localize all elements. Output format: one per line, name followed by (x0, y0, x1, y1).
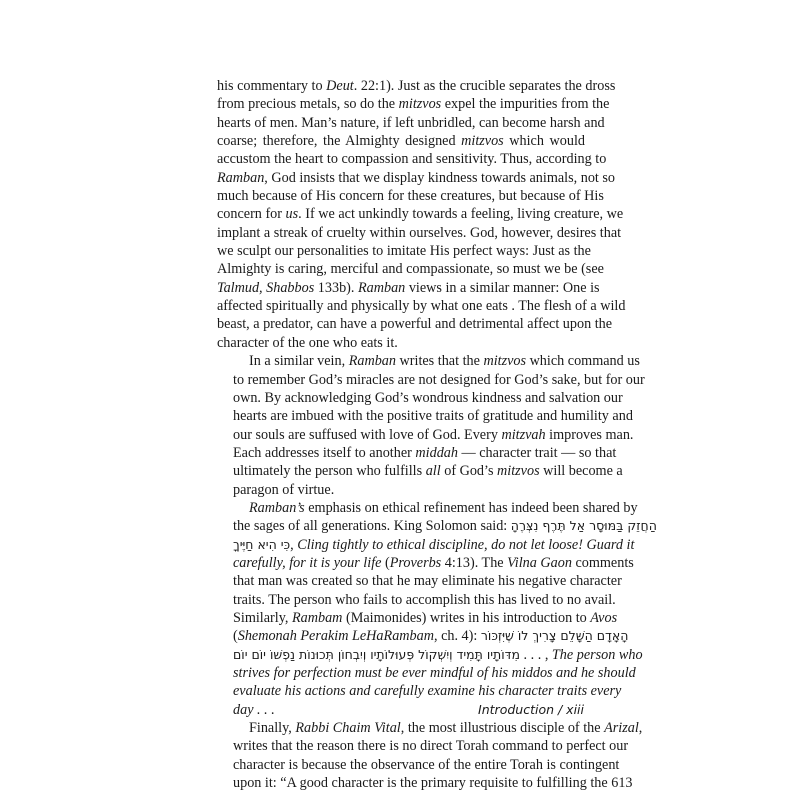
italic-term: Avos (590, 609, 618, 626)
text-run: , the most illustrious disciple of the (400, 720, 605, 737)
text-run: writes that the reason there is no direct Torah command to perfect our (233, 738, 629, 755)
text-run: our souls are suffused with love of God. Every (233, 426, 502, 443)
text-run: to remember God’s miracles are not designed for God’s sake, but for our (233, 371, 645, 388)
italic-term: Ramban (217, 169, 265, 186)
text-run: — character trait — so that (457, 444, 617, 461)
italic-term: Shemonah Perakim LeHaRambam (237, 628, 434, 645)
italic-term: Proverbs (389, 554, 442, 571)
text-line (217, 554, 634, 572)
text-run: Almighty is caring, merciful and compassionate, so must we be (see (217, 261, 604, 278)
text-line (217, 536, 635, 554)
text-run: implant a streak of cruelty within ourselves. God, however, desires that (217, 224, 622, 241)
text-run: . If we act unkindly towards a feeling, living creature, we (298, 206, 624, 223)
hebrew-quote: הָאָדָם הַשָּׁלֵם צָרִיךְ לוֹ שֶׁיִּזְכּוֹר (480, 628, 629, 644)
text-line (217, 591, 616, 609)
text-line (217, 114, 605, 132)
text-run: , ch. 4): (433, 628, 481, 645)
text-run: expel the impurities from the (441, 96, 610, 113)
text-run: character is because the observance of the entire Torah is contingent (233, 756, 620, 773)
text-run: views in a similar manner: One is (405, 279, 600, 296)
text-line (217, 517, 657, 535)
text-line (217, 371, 645, 389)
text-run: own. By acknowledging God’s wondrous kindness and salvation our (233, 389, 623, 406)
text-line (217, 609, 618, 627)
text-run: that man was created so that he may eliminate his negative character (233, 573, 622, 590)
text-run: , (638, 720, 643, 737)
text-run: , (290, 536, 298, 553)
hebrew-quote: כִּי הִיא חַיֶּיךָ (233, 536, 291, 552)
text-run: hearts of men. Man’s nature, if left unbridled, can become harsh and (217, 114, 605, 131)
paragraph (217, 352, 645, 499)
italic-term: The person who (551, 646, 643, 663)
text-run: the sages of all generations. King Solomon said: (233, 518, 511, 535)
text-run: , God insists that we display kindness towards animals, not so (264, 169, 616, 186)
italic-term: mitzvos (398, 96, 442, 113)
text-run: . . . , (519, 646, 552, 663)
italic-term: Rambam (291, 609, 343, 626)
text-line (217, 756, 620, 774)
text-line (217, 334, 585, 352)
text-line (217, 242, 591, 260)
text-line (217, 481, 585, 499)
paragraph (217, 719, 643, 792)
text-run: ultimately the person who fulfills (233, 463, 426, 480)
text-run: 4:13). The (441, 554, 508, 571)
italic-term: all (425, 463, 441, 480)
text-line (217, 389, 623, 407)
text-line (217, 169, 616, 187)
italic-term: Arizal (604, 720, 639, 737)
text-line (217, 132, 585, 150)
text-run: coarse; therefore, the Almighty designed (217, 133, 462, 150)
text-line (217, 150, 607, 168)
text-line (217, 572, 622, 590)
italic-term: mitzvos (483, 353, 527, 370)
paragraph (217, 499, 657, 719)
italic-term: Deut (326, 78, 354, 94)
text-run: writes that the (395, 353, 484, 370)
text-line (217, 352, 640, 370)
text-line (217, 407, 633, 425)
hebrew-quote: הַחֲזֵק בַּמּוּסָר אַל תֶּרֶף נִצְּרֶהָ (510, 518, 657, 534)
italic-term: Rabbi Chaim Vital (295, 720, 401, 737)
text-run: which would (503, 133, 585, 150)
italic-term: Ramban (348, 353, 396, 370)
text-run: (Maimonides) writes in his introduction to (342, 609, 591, 626)
text-run: In a similar vein, (249, 353, 349, 370)
text-run: his commentary to (217, 78, 327, 94)
italic-term: mitzvos (461, 133, 504, 150)
text-line (217, 297, 626, 315)
text-run: beast, a predator, can have a powerful and detrimental affect upon the (217, 316, 613, 333)
text-line (217, 737, 629, 755)
italic-term: day . . . (233, 701, 275, 718)
text-run: which command us (526, 353, 640, 370)
text-run: 133b). (314, 279, 358, 296)
text-line (217, 315, 613, 333)
italic-term: Ramban’s (249, 499, 305, 516)
page-body (217, 77, 657, 792)
text-run: from precious metals, so do the (217, 96, 399, 113)
text-line (217, 205, 624, 223)
italic-term: carefully, for it is your life (233, 554, 382, 571)
text-run: paragon of virtue. (233, 481, 335, 498)
italic-term: Ramban (357, 279, 406, 296)
italic-term: evaluate his actions and carefully examine his character traits every (233, 683, 622, 700)
text-run: we sculpt our personalities to imitate His perfect ways: Just as the (217, 243, 591, 260)
italic-term: us (285, 206, 299, 223)
text-run: much because of His concern for these creatures, but because of His (217, 188, 604, 205)
text-run: ( (233, 628, 238, 645)
text-line (217, 95, 610, 113)
text-line (217, 426, 634, 444)
text-line (217, 774, 633, 792)
text-run: Each addresses itself to another (233, 444, 416, 461)
text-run: upon it: “A good character is the primary requisite to fulfilling the 613 (233, 775, 633, 792)
text-run: affected spiritually and physically by what one eats . The flesh of a wild (217, 298, 626, 315)
text-line (217, 682, 622, 700)
italic-term: middah (415, 444, 458, 461)
italic-term: Talmud, Shabbos (217, 279, 315, 296)
text-line (217, 444, 617, 462)
text-run: comments (571, 554, 634, 571)
paragraph (217, 77, 626, 352)
text-line (217, 664, 636, 682)
text-line (217, 499, 638, 517)
text-run: Similarly, (233, 609, 292, 626)
running-footer: Introduction / xiii (478, 702, 584, 717)
text-run: hearts are imbued with the positive traits of gratitude and humility and (233, 408, 633, 425)
italic-term: Vilna Gaon (507, 554, 572, 571)
text-run: of God’s (440, 463, 498, 480)
text-line (217, 627, 629, 645)
italic-term: mitzvah (501, 426, 546, 443)
text-run: traits. The person who fails to accomplish this has lived to no avail. (233, 591, 616, 608)
italic-term: strives for perfection must be ever mindful of his middos and he should (233, 665, 636, 681)
italic-term: Cling tightly to ethical discipline, do not let loose! Guard it (297, 536, 635, 553)
text-line (217, 260, 604, 278)
text-run: emphasis on ethical refinement has indeed been shared by (304, 499, 638, 516)
text-line (217, 187, 604, 205)
text-line (217, 279, 600, 297)
text-run: concern for (217, 206, 286, 223)
text-run: ( (381, 554, 390, 571)
italic-term: mitzvos (497, 463, 540, 480)
text-line (217, 719, 643, 737)
text-run: character of the one who eats it. (217, 334, 398, 351)
text-line (217, 646, 643, 664)
hebrew-quote: מִדּוֹתָיו תָּמִיד וְיִשְׁקוֹל פְּעוּלוֹתָיו וְיִבְחוֹן תְּכוּנוֹת נַפְשׁוֹ יוֹם יוֹם (233, 646, 520, 662)
text-run: will become a (539, 463, 623, 480)
text-line (217, 77, 616, 95)
text-line (217, 462, 623, 480)
text-run: . 22:1). Just as the crucible separates the dross (353, 78, 616, 94)
text-line (217, 224, 622, 242)
text-run: accustom the heart to compassion and sensitivity. Thus, according to (217, 151, 607, 168)
text-run: Finally, (249, 720, 296, 737)
text-run: improves man. (545, 426, 634, 443)
